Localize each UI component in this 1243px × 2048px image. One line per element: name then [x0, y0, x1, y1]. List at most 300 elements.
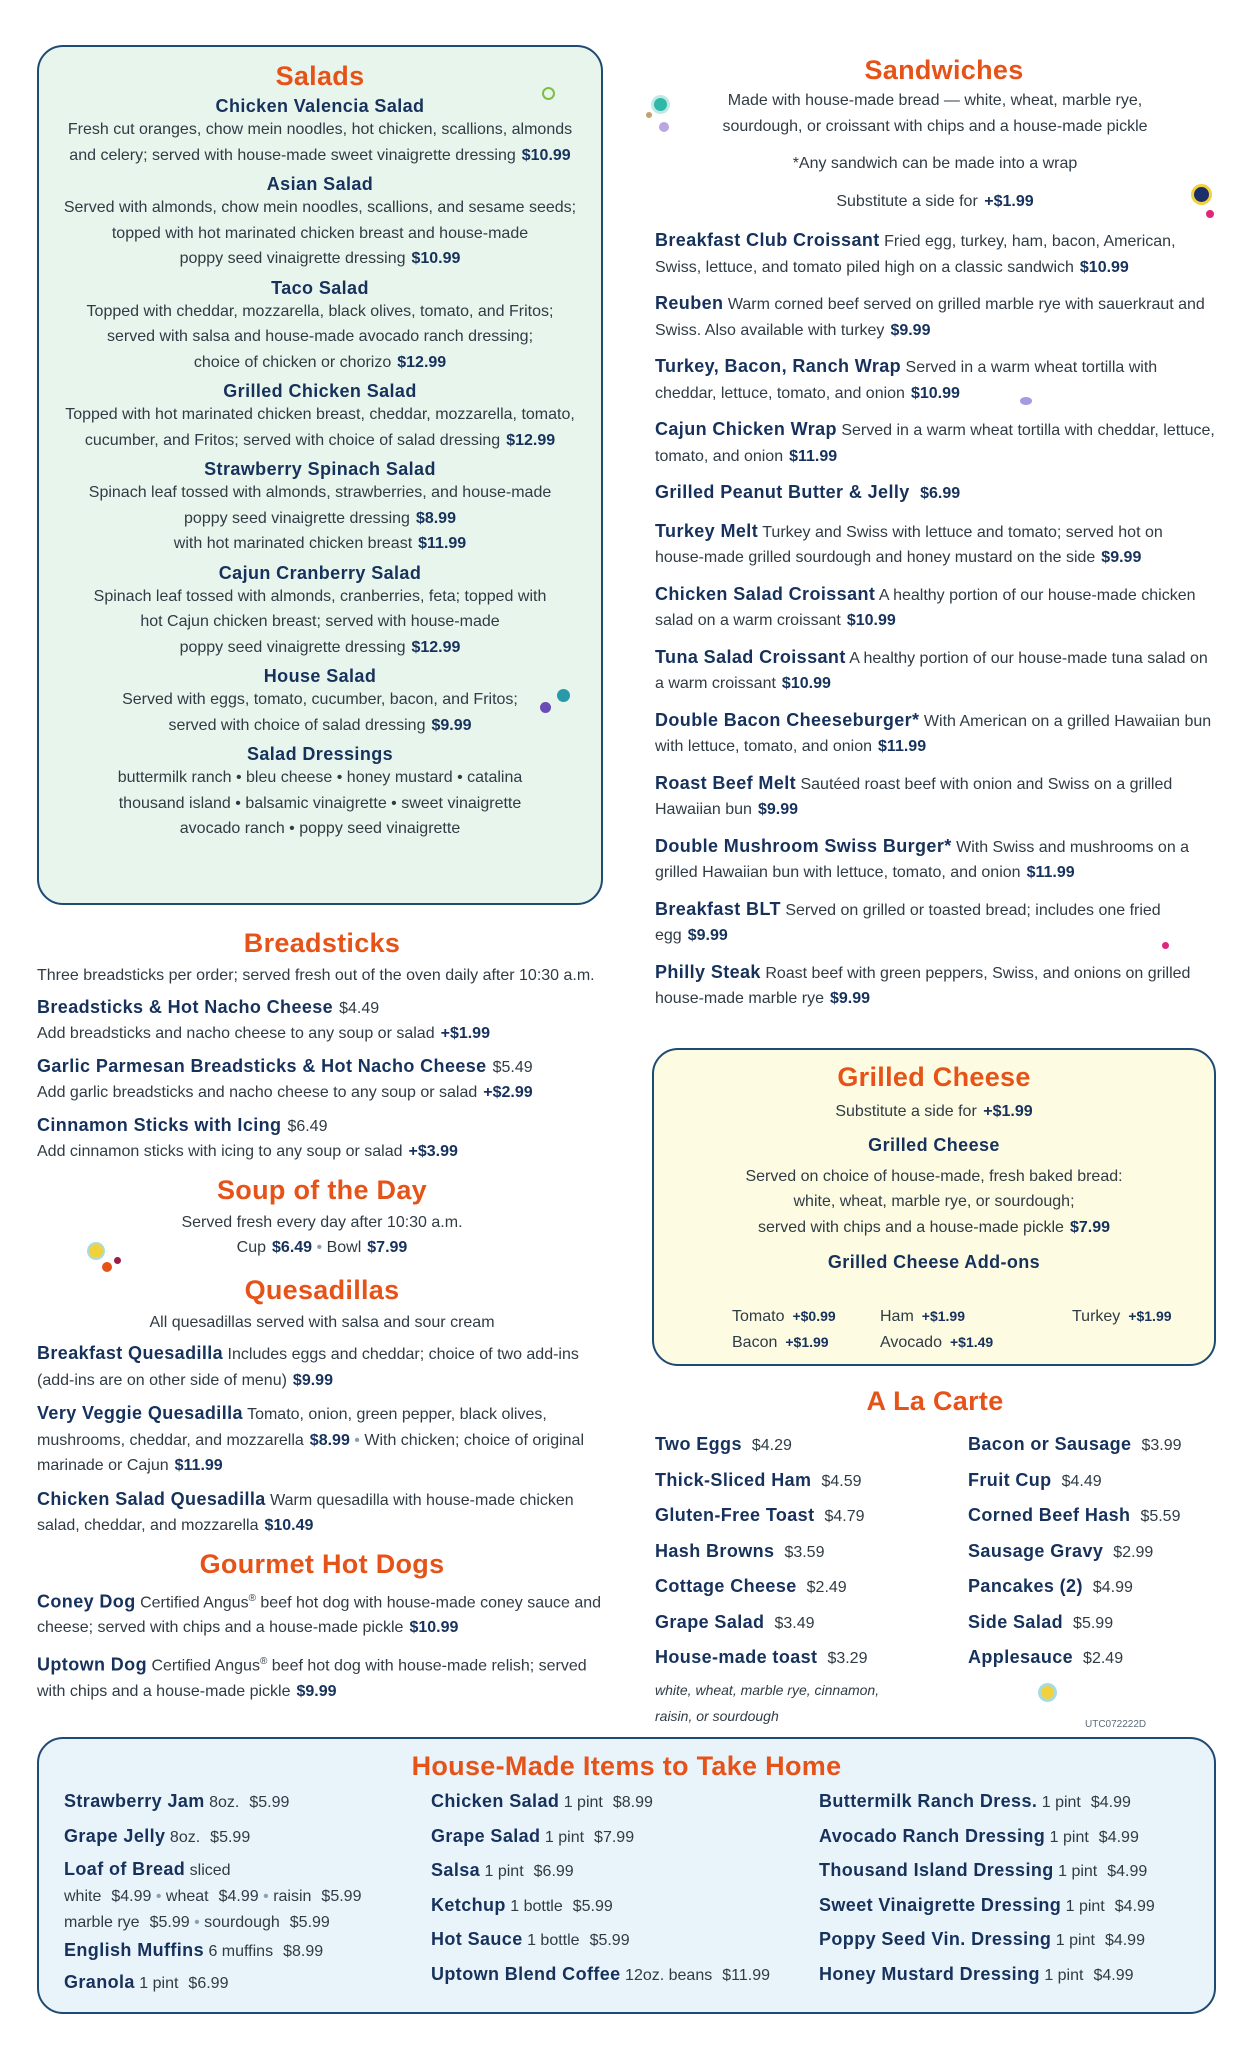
decor-dot: [557, 689, 570, 702]
bread-sour-price: $5.99: [289, 1913, 330, 1931]
item-size: 8oz.: [169, 1828, 201, 1846]
sandwich-desc: A healthy portion of our house-made tuna salad on a warm croissant: [655, 649, 1208, 692]
sandwich-price: $10.99: [1079, 258, 1129, 276]
take-home-col3: [819, 1791, 1214, 1998]
take-item-granola: [64, 1972, 394, 2007]
addon-name: Tomato: [732, 1308, 785, 1325]
bowl-price: $7.99: [367, 1239, 408, 1256]
breadstick-sub: [37, 1080, 607, 1106]
salad-desc: [39, 713, 601, 739]
item-price: $5.99: [589, 1932, 630, 1949]
item-size: 1 pint: [563, 1794, 603, 1811]
grilled-cheese-side-note: [654, 1099, 1214, 1125]
a-la-carte-item: [655, 1576, 955, 1612]
breadstick-sub-text: Add cinnamon sticks with icing to any soup or salad: [37, 1143, 403, 1160]
item-price: $5.99: [249, 1794, 290, 1811]
a-la-carte-name: Hash Browns: [655, 1540, 775, 1561]
addon-bacon: [732, 1334, 829, 1352]
sandwich-item: [655, 228, 1215, 280]
bread-wheat-price: $4.99: [218, 1887, 259, 1905]
a-la-carte-price: $3.49: [774, 1614, 815, 1632]
take-home-col1: [64, 1791, 394, 2006]
cup-label: Cup: [236, 1239, 267, 1256]
a-la-carte-name: Applesauce: [968, 1647, 1074, 1667]
breadsticks-section: [37, 928, 607, 1165]
item-size: 1 pint: [1065, 1897, 1105, 1915]
sandwich-price: $9.99: [1101, 549, 1142, 566]
breadstick-sub-price: +$2.99: [483, 1084, 533, 1101]
salad-desc: [39, 350, 601, 376]
salad-desc: [39, 687, 601, 713]
breadstick-sub-text: Add garlic breadsticks and nacho cheese to any soup or salad: [37, 1084, 478, 1101]
item-name: Chicken Salad: [431, 1791, 560, 1811]
addon-tomato: [732, 1308, 836, 1326]
a-la-carte-price: $2.49: [806, 1579, 847, 1596]
salad-desc: [39, 246, 601, 272]
take-item-strawberry-jam: [64, 1791, 394, 1826]
quesadillas-list: [37, 1341, 607, 1539]
decor-dot: [540, 702, 551, 713]
salad-name: Cajun Cranberry Salad: [218, 562, 422, 583]
salad-item: [39, 459, 601, 557]
breadstick-item: [37, 1054, 607, 1106]
item-name: Grape Jelly: [64, 1825, 166, 1846]
salad-desc: [39, 402, 601, 428]
sandwich-price: $9.99: [890, 321, 931, 339]
item-price: $4.99: [1093, 1966, 1134, 1984]
take-home-item: [819, 1895, 1214, 1930]
sandwich-desc: Fried egg, turkey, ham, bacon, American, Swiss, lettuce, and tomato piled high on a classic sandwich: [655, 233, 1176, 276]
sandwich-price: $9.99: [829, 990, 871, 1007]
salad-price: $9.99: [431, 716, 472, 734]
salad-desc: [39, 143, 601, 169]
salad-desc-text: cucumber, and Fritos; served with choice of salad dressing: [84, 431, 501, 449]
bread-sour: sourdough: [204, 1913, 280, 1931]
salad-desc-text: poppy seed vinaigrette dressing: [179, 638, 406, 656]
hotdogs-list: [37, 1586, 607, 1705]
item-price: $7.99: [594, 1828, 635, 1846]
take-home-item: [819, 1860, 1214, 1895]
registered-mark: ®: [248, 1592, 256, 1604]
item-price: $4.99: [1090, 1794, 1131, 1811]
a-la-carte-item: [968, 1434, 1218, 1470]
sandwiches-side-note: [655, 189, 1215, 215]
a-la-carte-item: [655, 1541, 955, 1577]
sandwich-price: $6.99: [920, 485, 961, 502]
separator-dot: •: [316, 1239, 327, 1256]
hotdogs-section: [37, 1549, 607, 1705]
take-home-item: [431, 1791, 811, 1826]
salad-desc-text: Fresh cut oranges, chow mein noodles, hot chicken, scallions, almonds: [67, 121, 573, 138]
item-size: 6 muffins: [208, 1942, 274, 1960]
a-la-carte-item: [655, 1434, 955, 1470]
decor-dot: [542, 87, 555, 100]
addon-price: +$1.99: [785, 1334, 829, 1350]
sandwich-name: Grilled Peanut Butter & Jelly: [655, 482, 910, 502]
sandwich-item: [655, 897, 1215, 949]
a-la-carte-name: Corned Beef Hash: [968, 1505, 1131, 1525]
a-la-carte-name: Side Salad: [968, 1611, 1064, 1632]
salad-desc: [39, 195, 601, 221]
menu-code: UTC072222D: [1085, 1719, 1147, 1730]
item-price: $4.99: [1104, 1932, 1145, 1949]
sandwich-name: Cajun Chicken Wrap: [655, 419, 837, 439]
salad-name: Strawberry Spinach Salad: [204, 459, 436, 479]
bread-rye: marble rye: [64, 1913, 140, 1931]
item-size: 1 pint: [544, 1828, 585, 1846]
a-la-carte-name: Bacon or Sausage: [968, 1434, 1132, 1454]
take-home-item: [431, 1860, 811, 1895]
breadstick-line: [37, 1054, 607, 1081]
a-la-carte-price: $4.49: [1061, 1472, 1102, 1490]
sandwich-price: $11.99: [1026, 864, 1075, 881]
take-home-title: House-Made Items to Take Home: [411, 1751, 842, 1781]
sandwich-name: Tuna Salad Croissant: [655, 646, 846, 667]
item-name: Uptown Blend Coffee: [431, 1963, 621, 1984]
grilled-cheese-item: Grilled Cheese: [868, 1134, 1000, 1155]
salad-price: $12.99: [506, 431, 556, 449]
quesadilla-extra-price: $11.99: [174, 1457, 223, 1474]
a-la-carte-item: [655, 1612, 955, 1648]
quesadilla-extra: With chicken; choice of original marinade or Cajun: [37, 1431, 584, 1474]
item-price: $4.99: [1098, 1828, 1139, 1846]
item-name: Buttermilk Ranch Dress.: [819, 1791, 1038, 1811]
bread-white: white: [64, 1887, 102, 1905]
grilled-cheese-price: $7.99: [1069, 1218, 1110, 1236]
sandwiches-intro: sourdough, or croissant with chips and a house-made pickle: [722, 117, 1148, 135]
sandwich-desc: Roast beef with green peppers, Swiss, and onions on grilled house-made marble rye: [655, 964, 1191, 1007]
sandwich-desc: With Swiss and mushrooms on a grilled Hawaiian bun with lettuce, tomato, and onion: [655, 838, 1190, 881]
quesadilla-item: [37, 1401, 607, 1479]
a-la-carte-price: $2.49: [1083, 1650, 1124, 1667]
a-la-carte-name: House-made toast: [655, 1647, 818, 1667]
salad-desc: [39, 117, 601, 143]
salad-desc-text: poppy seed vinaigrette dressing: [184, 509, 410, 527]
side-price: +$1.99: [984, 192, 1034, 210]
item-size: 1 pint: [1055, 1932, 1095, 1949]
item-size: 1 pint: [484, 1863, 524, 1880]
decor-dot: [1020, 397, 1032, 405]
sandwich-name: Chicken Salad Croissant: [655, 583, 876, 604]
left-lower-column: [37, 928, 607, 1712]
a-la-carte-price: $4.79: [824, 1508, 865, 1525]
breadstick-name: Garlic Parmesan Breadsticks & Hot Nacho Cheese: [37, 1055, 487, 1076]
a-la-carte-price: $5.59: [1140, 1508, 1181, 1525]
item-size: 1 pint: [1041, 1794, 1081, 1811]
toast-note-line: raisin, or sourdough: [655, 1707, 779, 1724]
sandwich-item: [655, 708, 1215, 760]
item-size: 1 pint: [1058, 1863, 1098, 1880]
item-name: Strawberry Jam: [64, 1791, 205, 1811]
item-price: $6.99: [533, 1863, 574, 1880]
take-item-grape-jelly: [64, 1826, 394, 1856]
addon-price: +$1.99: [921, 1308, 965, 1324]
sandwich-desc: Served on grilled or toasted bread; includes one fried egg: [655, 901, 1161, 944]
salad-price: $12.99: [397, 353, 447, 371]
a-la-carte-price: $3.59: [784, 1543, 825, 1561]
salad-dressings-title: Salad Dressings: [246, 744, 394, 764]
take-home-item: [431, 1895, 811, 1930]
addon-price: +$1.49: [949, 1334, 994, 1350]
a-la-carte-item: [655, 1505, 955, 1541]
quesadilla-desc: Includes eggs and cheddar; choice of two add-ins (add-ins are on other side of menu): [37, 1346, 579, 1389]
take-home-item: [819, 1929, 1214, 1964]
addon-name: Avocado: [880, 1334, 942, 1351]
sandwich-item: [655, 354, 1215, 406]
item-name: English Muffins: [64, 1939, 204, 1960]
salad-item: [39, 278, 601, 376]
grilled-cheese-desc: white, wheat, marble rye, or sourdough;: [793, 1193, 1075, 1210]
addon-price: +$0.99: [792, 1308, 836, 1324]
breadstick-name: Cinnamon Sticks with Icing: [37, 1114, 282, 1135]
item-name: Ketchup: [431, 1894, 506, 1915]
salad-name: Taco Salad: [271, 277, 369, 298]
decor-dot: [102, 1262, 112, 1272]
a-la-carte-left: [655, 1434, 955, 1683]
salad-desc-text: Topped with cheddar, mozzarella, black olives, tomato, and Fritos;: [86, 302, 554, 320]
item-price: $11.99: [722, 1966, 770, 1984]
sandwich-desc: Turkey and Swiss with lettuce and tomato; served hot on house-made grilled sourdough and honey mustard on the side: [655, 523, 1163, 566]
a-la-carte-item: [968, 1612, 1218, 1648]
salad-desc: [39, 531, 601, 557]
hotdog-name: Coney Dog: [37, 1590, 136, 1611]
salad-price: $8.99: [415, 509, 456, 527]
sandwich-item: [655, 417, 1215, 469]
salad-desc: [39, 635, 601, 661]
toast-note-line: white, wheat, marble rye, cinnamon,: [655, 1682, 880, 1698]
take-home-item: [431, 1964, 811, 1999]
salad-desc: [39, 299, 601, 325]
hotdog-desc: Certified Angus: [140, 1593, 249, 1611]
take-home-item: [819, 1826, 1214, 1861]
soup-title: Soup of the Day: [216, 1174, 427, 1205]
salad-item: [39, 666, 601, 738]
decor-dot: [1162, 942, 1169, 949]
salad-desc-text: Topped with hot marinated chicken breast, cheddar, mozzarella, tomato,: [65, 406, 575, 423]
hotdogs-title: Gourmet Hot Dogs: [199, 1548, 445, 1579]
soup-prices: [37, 1235, 607, 1261]
hotdog-name: Uptown Dog: [37, 1654, 147, 1675]
breadstick-sub: [37, 1139, 607, 1165]
cup-price: $6.49: [272, 1239, 313, 1256]
quesadilla-price: $8.99: [309, 1431, 350, 1449]
item-name: Granola: [64, 1971, 135, 1992]
item-size: 1 bottle: [527, 1932, 580, 1949]
item-name: Poppy Seed Vin. Dressing: [819, 1929, 1052, 1949]
salad-desc: [39, 428, 601, 454]
item-price: $4.99: [1114, 1897, 1155, 1915]
hotdog-price: $9.99: [296, 1682, 337, 1700]
a-la-carte-price: $3.99: [1141, 1437, 1182, 1454]
a-la-carte-price: $2.99: [1113, 1543, 1154, 1561]
item-name: Salsa: [431, 1860, 481, 1880]
sandwich-price: $11.99: [789, 447, 838, 465]
sandwiches-intro: Made with house-made bread — white, wheat, marble rye,: [727, 92, 1143, 109]
sandwich-item: [655, 291, 1215, 343]
sandwich-price: $10.99: [910, 384, 960, 402]
breadstick-name: Breadsticks & Hot Nacho Cheese: [37, 996, 334, 1017]
take-home-item: [819, 1964, 1214, 1999]
sandwich-name: Roast Beef Melt: [655, 772, 797, 793]
decor-dot: [1206, 210, 1214, 218]
salad-desc-text: hot Cajun chicken breast; served with house-made: [140, 613, 500, 630]
a-la-carte-price: $5.99: [1073, 1614, 1114, 1632]
quesadilla-name: Very Veggie Quesadilla: [37, 1403, 243, 1423]
item-name: Loaf of Bread: [64, 1858, 186, 1879]
salad-dressings-line: avocado ranch • poppy seed vinaigrette: [179, 820, 461, 837]
sandwich-name: Breakfast Club Croissant: [655, 230, 880, 250]
salad-desc: [39, 221, 601, 247]
decor-dot: [114, 1257, 121, 1264]
sandwich-name: Double Mushroom Swiss Burger*: [655, 835, 952, 856]
salad-desc-text: Spinach leaf tossed with almonds, cranberries, feta; topped with: [93, 587, 547, 605]
item-size: 1 pint: [1044, 1966, 1084, 1984]
sandwich-desc: A healthy portion of our house-made chicken salad on a warm croissant: [655, 586, 1196, 629]
sandwiches-section: [655, 55, 1215, 1023]
take-home-item: [819, 1791, 1214, 1826]
sandwich-desc: Warm corned beef served on grilled marble rye with sauerkraut and Swiss. Also available with turkey: [655, 296, 1205, 339]
grilled-cheese-title: Grilled Cheese: [837, 1062, 1031, 1092]
grilled-cheese-desc: Served on choice of house-made, fresh baked bread:: [745, 1167, 1123, 1185]
a-la-carte-right: [968, 1434, 1218, 1683]
a-la-carte-price: $4.99: [1092, 1579, 1133, 1596]
a-la-carte-item: [655, 1470, 955, 1506]
separator-dot: •: [349, 1431, 365, 1449]
soup-desc: Served fresh every day after 10:30 a.m.: [181, 1213, 463, 1231]
sandwich-item: [655, 519, 1215, 571]
quesadilla-price: $9.99: [292, 1371, 333, 1389]
item-name: Grape Salad: [431, 1825, 541, 1846]
take-home-section: [37, 1737, 1216, 2014]
quesadilla-name: Chicken Salad Quesadilla: [37, 1488, 266, 1509]
a-la-carte-price: $4.59: [821, 1472, 862, 1490]
sandwiches-list: [655, 228, 1215, 1012]
take-item-english-muffins: [64, 1940, 394, 1972]
hotdog-desc: beef hot dog with house-made relish; served with chips and a house-made pickle: [37, 1657, 587, 1700]
item-price: $5.99: [572, 1897, 613, 1915]
quesadilla-desc: Warm quesadilla with house-made chicken salad, cheddar, and mozzarella: [37, 1491, 574, 1534]
grilled-cheese-desc-last: served with chips and a house-made pickle: [758, 1218, 1064, 1236]
sandwich-price: $9.99: [757, 801, 798, 818]
decor-dot: [646, 112, 652, 118]
item-name: Honey Mustard Dressing: [819, 1963, 1040, 1984]
item-size: 12oz. beans: [625, 1966, 713, 1984]
item-name: Thousand Island Dressing: [819, 1860, 1054, 1880]
a-la-carte-item: [968, 1505, 1218, 1541]
decor-dot: [1041, 1686, 1054, 1699]
a-la-carte-item: [968, 1470, 1218, 1506]
a-la-carte-name: Fruit Cup: [968, 1469, 1052, 1490]
hotdog-item: [37, 1586, 607, 1641]
soup-section: [37, 1175, 607, 1261]
salad-extra-price: $11.99: [418, 535, 467, 552]
salad-desc-text: and celery; served with house-made sweet vinaigrette dressing: [69, 146, 516, 164]
salad-price: $12.99: [411, 638, 461, 656]
salad-desc-text: Served with almonds, chow mein noodles, scallions, and sesame seeds;: [63, 199, 577, 216]
hotdog-desc: Certified Angus: [151, 1657, 260, 1675]
addon-name: Ham: [880, 1308, 914, 1325]
separator-dot: •: [155, 1887, 162, 1905]
hotdog-item: [37, 1649, 607, 1704]
a-la-carte-item: [968, 1541, 1218, 1577]
toast-note: [655, 1678, 879, 1729]
item-price: $6.99: [188, 1974, 229, 1992]
addon-price: +$1.99: [1128, 1308, 1172, 1324]
separator-dot: •: [263, 1887, 269, 1905]
a-la-carte-name: Two Eggs: [655, 1434, 742, 1454]
take-home-item: [431, 1929, 811, 1964]
addon-name: Bacon: [732, 1334, 778, 1351]
salad-desc: [39, 609, 601, 635]
take-home-item: [431, 1826, 811, 1861]
sandwich-item: [655, 645, 1215, 697]
sandwich-desc: Sautéed roast beef with onion and Swiss on a grilled Hawaiian bun: [655, 775, 1173, 818]
salad-price: $10.99: [411, 250, 461, 267]
sandwich-name: Reuben: [655, 293, 724, 313]
a-la-carte-price: $4.29: [751, 1437, 792, 1454]
quesadillas-title: Quesadillas: [244, 1274, 400, 1305]
take-home-col2: [431, 1791, 811, 1998]
bread-raisin: raisin: [273, 1887, 312, 1905]
addon-name: Turkey: [1072, 1308, 1121, 1325]
separator-dot: •: [194, 1913, 200, 1931]
breadstick-item: [37, 995, 607, 1047]
sandwich-price: $10.99: [781, 675, 831, 692]
breadstick-sub-price: +$1.99: [440, 1025, 490, 1042]
addon-avocado: [880, 1334, 993, 1352]
grilled-cheese-addons-title: Grilled Cheese Add-ons: [827, 1252, 1041, 1272]
breadstick-sub-text: Add breadsticks and nacho cheese to any soup or salad: [37, 1025, 435, 1042]
addon-turkey: [1072, 1308, 1172, 1326]
item-name: Sweet Vinaigrette Dressing: [819, 1894, 1062, 1915]
breadstick-price: $5.49: [492, 1058, 533, 1076]
salads-title: Salads: [275, 61, 365, 91]
breadsticks-title: Breadsticks: [243, 928, 401, 958]
sandwich-price: $11.99: [878, 738, 927, 755]
hotdog-desc: beef hot dog with house-made coney sauce and cheese; served with chips and a house-made pickle: [37, 1593, 602, 1637]
item-size: sliced: [189, 1861, 231, 1879]
salad-name: Asian Salad: [266, 174, 374, 194]
salad-dressings-line: thousand island • balsamic vinaigrette • sweet vinaigrette: [118, 794, 522, 812]
salad-price: $10.99: [521, 146, 571, 164]
salad-desc-text: topped with hot marinated chicken breast and house-made: [111, 224, 529, 242]
take-item-loaf-of-bread: [64, 1856, 394, 1936]
salad-desc: [39, 584, 601, 610]
grilled-cheese-section: [652, 1048, 1216, 1366]
item-price: $4.99: [1107, 1863, 1148, 1880]
item-size: 8oz.: [209, 1794, 240, 1811]
breadstick-item: [37, 1113, 607, 1165]
sandwiches-wrap-note: *Any sandwich can be made into a wrap: [792, 155, 1078, 172]
breadstick-price: $6.49: [287, 1117, 328, 1135]
salad-item: [39, 96, 601, 168]
breadsticks-intro: Three breadsticks per order; served fresh out of the oven daily after 10:30 a.m.: [37, 967, 595, 984]
a-la-carte-title: A La Carte: [866, 1386, 1004, 1416]
a-la-carte-name: Gluten-Free Toast: [655, 1505, 815, 1525]
sandwich-name: Turkey Melt: [655, 520, 759, 541]
a-la-carte-name: Cottage Cheese: [655, 1576, 797, 1596]
sandwich-desc: With American on a grilled Hawaiian bun with lettuce, tomato, and onion: [655, 712, 1212, 755]
addon-ham: [880, 1308, 965, 1326]
quesadillas-intro: All quesadillas served with salsa and sour cream: [149, 1313, 495, 1331]
item-price: $8.99: [283, 1942, 324, 1960]
salad-name: House Salad: [263, 666, 377, 686]
sandwich-item: [655, 834, 1215, 886]
salad-dressings-line: buttermilk ranch • bleu cheese • honey mustard • catalina: [117, 769, 523, 786]
a-la-carte-name: Sausage Gravy: [968, 1540, 1104, 1561]
salad-desc-text: Served with eggs, tomato, cucumber, bacon, and Fritos;: [122, 691, 518, 708]
quesadilla-item: [37, 1487, 607, 1539]
